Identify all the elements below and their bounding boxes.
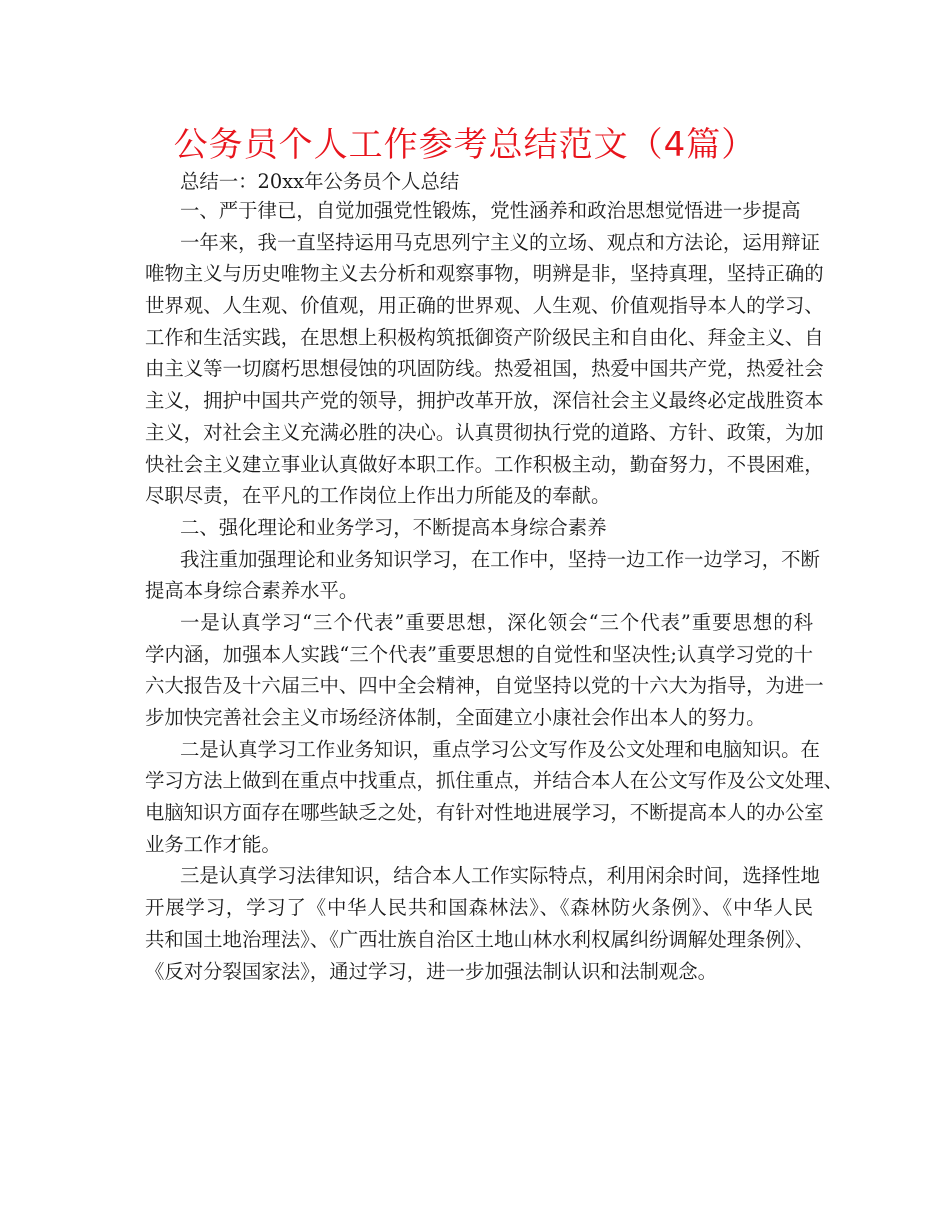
paragraph-line: 学内涵，加强本人实践“三个代表”重要思想的自觉性和坚决性;认真学习党的十	[145, 642, 813, 666]
section-subtitle: 总结一：20xx年公务员个人总结	[180, 170, 460, 193]
paragraph-line: 主义，对社会主义充满必胜的决心。认真贯彻执行党的道路、方针、政策，为加	[145, 420, 824, 444]
paragraph-line: 共和国土地治理法》、《广西壮族自治区土地山林水利权属纠纷调解处理条例》、	[145, 927, 814, 951]
section-heading: 二、强化理论和业务学习，不断提高本身综合素养	[180, 515, 607, 539]
paragraph-line: 电脑知识方面存在哪些缺乏之处，有针对性地进展学习，不断提高本人的办公室	[145, 801, 824, 825]
document-body	[145, 168, 844, 987]
paragraph-line: 一年来，我一直坚持运用马克思列宁主义的立场、观点和方法论，运用辩证	[180, 230, 820, 254]
paragraph-line: 工作和生活实践，在思想上积极构筑抵御资产阶级民主和自由化、拜金主义、自	[145, 325, 824, 349]
paragraph-line: 《反对分裂国家法》，通过学习，进一步加强法制认识和法制观念。	[145, 959, 718, 983]
paragraph-line: 步加快完善社会主义市场经济体制，全面建立小康社会作出本人的努力。	[145, 706, 766, 729]
paragraph-line: 由主义等一切腐朽思想侵蚀的巩固防线。热爱祖国，热爱中国共产党，热爱社会	[145, 357, 824, 381]
paragraph-line: 二是认真学习工作业务知识，重点学习公文写作及公文处理和电脑知识。在	[180, 737, 820, 761]
document-title: 公务员个人工作参考总结范文（4篇）	[173, 125, 757, 165]
paragraph-line: 提高本身综合素养水平。	[145, 579, 359, 603]
paragraph-line: 主义，拥护中国共产党的领导，拥护改革开放，深信社会主义最终必定战胜资本	[145, 389, 824, 413]
paragraph-line: 一是认真学习“三个代表”重要思想，深化领会“三个代表”重要思想的科	[180, 610, 813, 634]
paragraph-line: 世界观、人生观、价值观，用正确的世界观、人生观、价值观指导本人的学习、	[145, 294, 824, 318]
section-heading: 一、严于律已，自觉加强党性锻炼，党性涵养和政治思想觉悟进一步提高	[180, 199, 801, 222]
paragraph-line: 六大报告及十六届三中、四中全会精神，自觉坚持以党的十六大为指导，为进一	[145, 674, 824, 698]
paragraph-line: 尽职尽责，在平凡的工作岗位上作出力所能及的奉献。	[145, 484, 611, 508]
paragraph-line: 我注重加强理论和业务知识学习，在工作中，坚持一边工作一边学习，不断	[180, 547, 820, 571]
paragraph-line: 学习方法上做到在重点中找重点，抓住重点，并结合本人在公文写作及公文处理、	[145, 769, 844, 793]
paragraph-line: 唯物主义与历史唯物主义去分析和观察事物，明辨是非，坚持真理，坚持正确的	[145, 262, 824, 286]
paragraph-line: 开展学习，学习了《中华人民共和国森林法》、《森林防火条例》、《中华人民	[145, 896, 813, 920]
paragraph-line: 快社会主义建立事业认真做好本职工作。工作积极主动，勤奋努力，不畏困难，	[145, 452, 824, 476]
paragraph-line: 三是认真学习法律知识，结合本人工作实际特点，利用闲余时间，选择性地	[180, 864, 820, 888]
paragraph-line: 业务工作才能。	[145, 832, 281, 856]
